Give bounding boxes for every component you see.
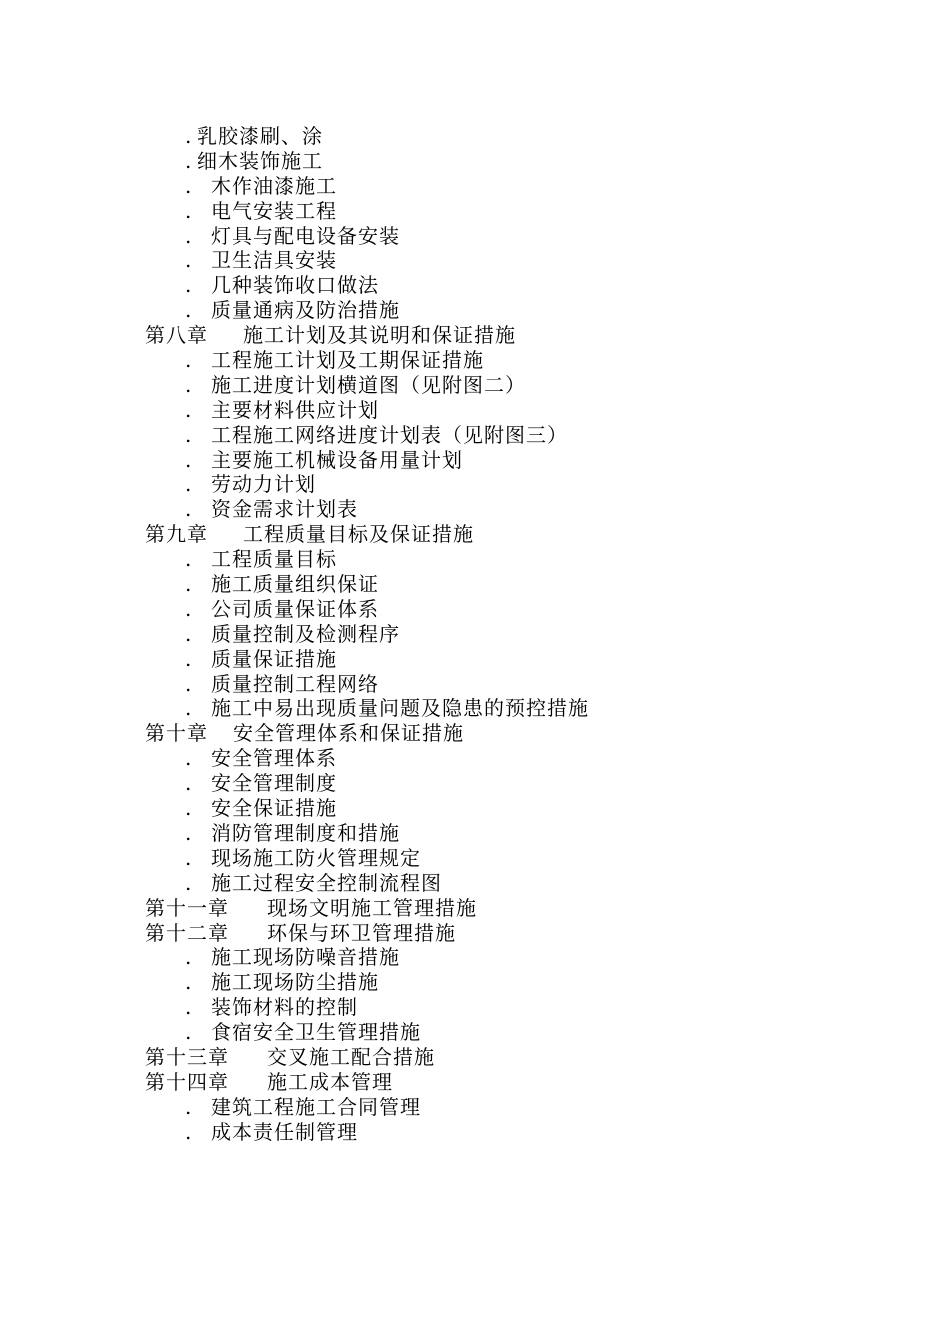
bullet-dot: .: [185, 298, 193, 323]
bullet-dot: .: [185, 223, 193, 248]
bullet-dot: .: [185, 596, 193, 621]
chapter-number: 第八章: [145, 323, 208, 348]
chapter-title: 施工成本管理: [267, 1069, 393, 1094]
toc-item: [145, 771, 589, 796]
toc-item: [145, 572, 589, 597]
bullet-dot: .: [185, 1119, 193, 1144]
toc-item-text: 木作油漆施工: [211, 173, 337, 198]
toc-item-text: 现场施工防火管理规定: [211, 845, 421, 870]
bullet-dot: .: [185, 198, 193, 223]
toc-item-text: 建筑工程施工合同管理: [211, 1094, 421, 1119]
toc-item-text: 食宿安全卫生管理措施: [211, 1020, 421, 1045]
toc-item-text: 施工进度计划横道图（见附图二）: [211, 372, 526, 397]
bullet-dot: .: [185, 572, 193, 597]
bullet-dot: .: [185, 248, 193, 273]
toc-item: [145, 248, 589, 273]
bullet-dot: .: [185, 397, 193, 422]
toc-item: [145, 945, 589, 970]
toc-item-text: 公司质量保证体系: [211, 596, 379, 621]
toc-item-text: 灯具与配电设备安装: [211, 223, 400, 248]
toc-item-text: 几种装饰收口做法: [211, 273, 379, 298]
chapter-title: 环保与环卫管理措施: [267, 920, 456, 945]
bullet-dot: .: [185, 472, 193, 497]
toc-item: [145, 696, 589, 721]
bullet-dot: .: [185, 621, 193, 646]
chapter-number: 第十三章: [145, 1044, 229, 1069]
chapter-heading: [145, 1045, 589, 1070]
bullet-dot: .: [185, 1020, 193, 1045]
toc-item: [145, 647, 589, 672]
toc-item-text: 消防管理制度和措施: [211, 820, 400, 845]
toc-item: [145, 174, 589, 199]
toc-item: [145, 149, 589, 174]
toc-item: [145, 597, 589, 622]
toc-item-text: 工程施工计划及工期保证措施: [211, 348, 484, 373]
chapter-title: 交叉施工配合措施: [267, 1044, 435, 1069]
bullet-dot: .: [185, 124, 193, 148]
toc-item: [145, 199, 589, 224]
toc-item-text: 资金需求计划表: [211, 497, 358, 522]
chapter-title: 现场文明施工管理措施: [267, 895, 477, 920]
toc-item: [145, 273, 589, 298]
bullet-dot: .: [185, 173, 193, 198]
bullet-dot: .: [185, 348, 193, 373]
toc-item: [145, 796, 589, 821]
toc-item: [145, 821, 589, 846]
chapter-heading: [145, 921, 589, 946]
toc-item-text: 施工现场防尘措施: [211, 970, 379, 995]
chapter-number: 第十二章: [145, 920, 229, 945]
bullet-dot: .: [185, 447, 193, 472]
bullet-dot: .: [185, 870, 193, 895]
bullet-dot: .: [185, 671, 193, 696]
toc-item: [145, 746, 589, 771]
toc-item: [145, 995, 589, 1020]
toc-item: [145, 672, 589, 697]
toc-item: [145, 547, 589, 572]
bullet-dot: .: [185, 497, 193, 522]
bullet-dot: .: [185, 148, 193, 173]
bullet-dot: .: [185, 547, 193, 572]
toc-item-text: 细木装饰施工: [197, 148, 323, 173]
toc-item-text: 施工过程安全控制流程图: [211, 870, 442, 895]
table-of-contents: [145, 124, 589, 1145]
toc-item: [145, 472, 589, 497]
toc-item-text: 装饰材料的控制: [211, 995, 358, 1020]
bullet-dot: .: [185, 696, 193, 721]
toc-item: [145, 1020, 589, 1045]
bullet-dot: .: [185, 422, 193, 447]
toc-item: [145, 373, 589, 398]
toc-item: [145, 1095, 589, 1120]
toc-item-text: 施工质量组织保证: [211, 572, 379, 597]
toc-item-text: 安全管理体系: [211, 746, 337, 771]
toc-item: [145, 1120, 589, 1145]
toc-item-text: 质量控制及检测程序: [211, 621, 400, 646]
toc-item: [145, 398, 589, 423]
toc-item: [145, 224, 589, 249]
bullet-dot: .: [185, 845, 193, 870]
toc-item-text: 劳动力计划: [211, 472, 316, 497]
toc-item-text: 安全管理制度: [211, 771, 337, 796]
toc-item: [145, 348, 589, 373]
toc-item-text: 施工现场防噪音措施: [211, 945, 400, 970]
toc-item: [145, 622, 589, 647]
chapter-heading: [145, 323, 589, 348]
toc-item: [145, 124, 589, 149]
bullet-dot: .: [185, 820, 193, 845]
chapter-title: 施工计划及其说明和保证措施: [243, 323, 516, 348]
chapter-heading: [145, 896, 589, 921]
bullet-dot: .: [185, 771, 193, 796]
toc-item-text: 卫生洁具安装: [211, 248, 337, 273]
toc-item-text: 质量控制工程网络: [211, 671, 379, 696]
toc-item: [145, 846, 589, 871]
chapter-number: 第十四章: [145, 1069, 229, 1094]
toc-item-text: 主要材料供应计划: [211, 397, 379, 422]
bullet-dot: .: [185, 970, 193, 995]
bullet-dot: .: [185, 372, 193, 397]
chapter-number: 第十一章: [145, 895, 229, 920]
chapter-heading: [145, 522, 589, 547]
toc-item: [145, 497, 589, 522]
chapter-title: 安全管理体系和保证措施: [233, 721, 464, 746]
toc-item-text: 乳胶漆刷、涂: [197, 124, 323, 148]
bullet-dot: .: [185, 273, 193, 298]
toc-item-text: 质量通病及防治措施: [211, 298, 400, 323]
bullet-dot: .: [185, 1094, 193, 1119]
toc-item-text: 工程施工网络进度计划表（见附图三）: [211, 422, 568, 447]
toc-item: [145, 298, 589, 323]
bullet-dot: .: [185, 945, 193, 970]
chapter-number: 第十章: [145, 721, 208, 746]
bullet-dot: .: [185, 995, 193, 1020]
toc-item: [145, 423, 589, 448]
toc-item-text: 工程质量目标: [211, 547, 337, 572]
chapter-heading: [145, 721, 589, 746]
toc-item-text: 质量保证措施: [211, 646, 337, 671]
toc-item-text: 安全保证措施: [211, 796, 337, 821]
toc-item: [145, 871, 589, 896]
toc-item: [145, 448, 589, 473]
bullet-dot: .: [185, 746, 193, 771]
chapter-number: 第九章: [145, 522, 208, 547]
chapter-title: 工程质量目标及保证措施: [243, 522, 474, 547]
toc-item: [145, 970, 589, 995]
toc-item-text: 施工中易出现质量问题及隐患的预控措施: [211, 696, 589, 721]
bullet-dot: .: [185, 646, 193, 671]
toc-item-text: 电气安装工程: [211, 198, 337, 223]
bullet-dot: .: [185, 796, 193, 821]
toc-item-text: 主要施工机械设备用量计划: [211, 447, 463, 472]
chapter-heading: [145, 1070, 589, 1095]
toc-item-text: 成本责任制管理: [211, 1119, 358, 1144]
